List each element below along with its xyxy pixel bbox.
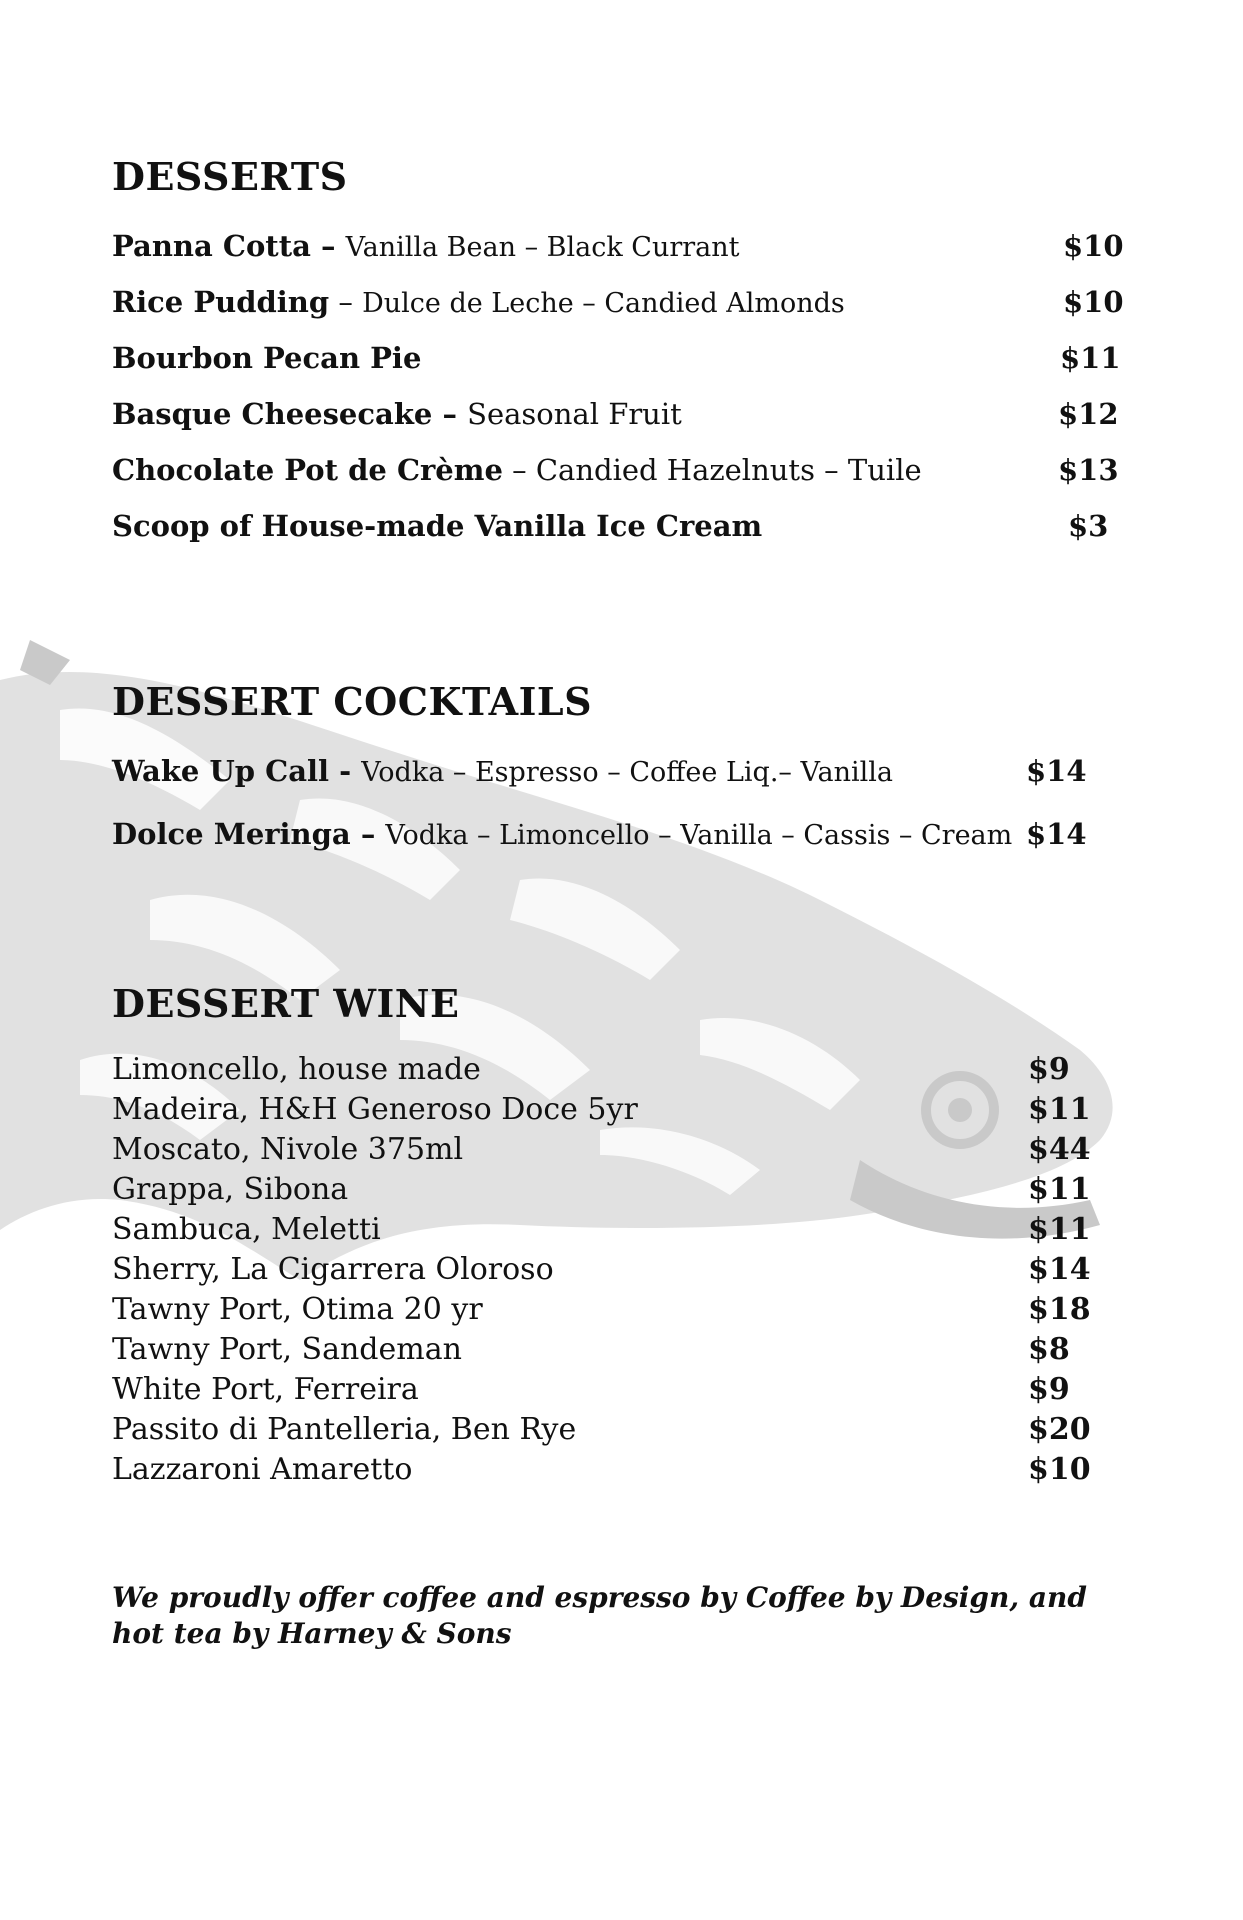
cocktail-desc: Vodka – Espresso – Coffee Liq.– Vanilla [361, 757, 893, 788]
dessert-price: $10 [1063, 285, 1124, 319]
dessert-item [112, 453, 922, 487]
wine-price: $9 [1028, 1372, 1070, 1407]
wine-name: Sherry, La Cigarrera Oloroso [112, 1252, 554, 1287]
dessert-name: Rice Pudding [112, 285, 330, 319]
dessert-sep: – [502, 453, 536, 487]
dessert-sep: – [432, 397, 468, 431]
wine-name: Limoncello, house made [112, 1052, 481, 1087]
coffee-tea-note: We proudly offer coffee and espresso by Coffee by Design, and hot tea by Harney & Sons [112, 1581, 1087, 1650]
wine-name: Passito di Pantelleria, Ben Rye [112, 1412, 577, 1447]
wine-price: $11 [1028, 1172, 1091, 1207]
dessert-name: Bourbon Pecan Pie [112, 341, 422, 375]
dessert-sep: – [310, 229, 346, 263]
dessert-desc: Candied Hazelnuts – Tuile [535, 453, 922, 487]
dessert-price: $12 [1058, 397, 1119, 431]
wine-price: $20 [1028, 1412, 1091, 1447]
cocktail-sep: - [329, 754, 362, 788]
dessert-item [112, 229, 740, 263]
dessert-price: $10 [1063, 229, 1124, 263]
wine-name: Grappa, Sibona [112, 1172, 349, 1207]
cocktail-item [112, 817, 1012, 851]
wine-price: $10 [1028, 1452, 1091, 1487]
wine-name: Madeira, H&H Generoso Doce 5yr [112, 1092, 638, 1127]
dessert-item [112, 341, 421, 375]
dessert-item [112, 285, 845, 319]
dessert-price: $3 [1068, 509, 1109, 543]
wine-name: Lazzaroni Amaretto [112, 1452, 413, 1487]
cocktail-price: $14 [1026, 817, 1087, 851]
wine-price: $14 [1028, 1252, 1091, 1287]
wine-price: $11 [1028, 1212, 1091, 1247]
cocktail-name: Dolce Meringa [112, 817, 351, 851]
dessert-name: Chocolate Pot de Crème [112, 453, 503, 487]
cocktail-desc: Vodka – Limoncello – Vanilla – Cassis – Cream [385, 820, 1013, 851]
dessert-desc: Seasonal Fruit [467, 397, 682, 431]
dessert-item [112, 509, 762, 543]
dessert-price: $11 [1060, 341, 1121, 375]
wine-price: $44 [1028, 1132, 1091, 1167]
wine-name: Sambuca, Meletti [112, 1212, 381, 1247]
dessert-desc: Vanilla Bean – Black Currant [345, 232, 740, 263]
dessert-item [112, 397, 682, 431]
dessert-name: Basque Cheesecake [112, 397, 433, 431]
wine-price: $8 [1028, 1332, 1070, 1367]
wine-price: $11 [1028, 1092, 1091, 1127]
desserts-heading: DESSERTS [112, 154, 348, 199]
wine-price: $18 [1028, 1292, 1091, 1327]
dessert-desc: Dulce de Leche – Candied Almonds [362, 288, 845, 319]
cocktail-item [112, 754, 893, 788]
dessert-name: Panna Cotta [112, 229, 311, 263]
wine-name: Tawny Port, Otima 20 yr [112, 1292, 483, 1327]
cocktail-sep: – [350, 817, 386, 851]
dessert-sep: – [329, 285, 363, 319]
dessert-name: Scoop of House-made Vanilla Ice Cream [112, 509, 763, 543]
wine-heading: DESSERT WINE [112, 981, 460, 1026]
cocktail-price: $14 [1026, 754, 1087, 788]
wine-name: Moscato, Nivole 375ml [112, 1132, 464, 1167]
wine-price: $9 [1028, 1052, 1070, 1087]
cocktail-name: Wake Up Call [112, 754, 330, 788]
wine-name: White Port, Ferreira [112, 1372, 419, 1407]
dessert-price: $13 [1058, 453, 1119, 487]
cocktails-heading: DESSERT COCKTAILS [112, 679, 593, 724]
wine-name: Tawny Port, Sandeman [112, 1332, 462, 1367]
